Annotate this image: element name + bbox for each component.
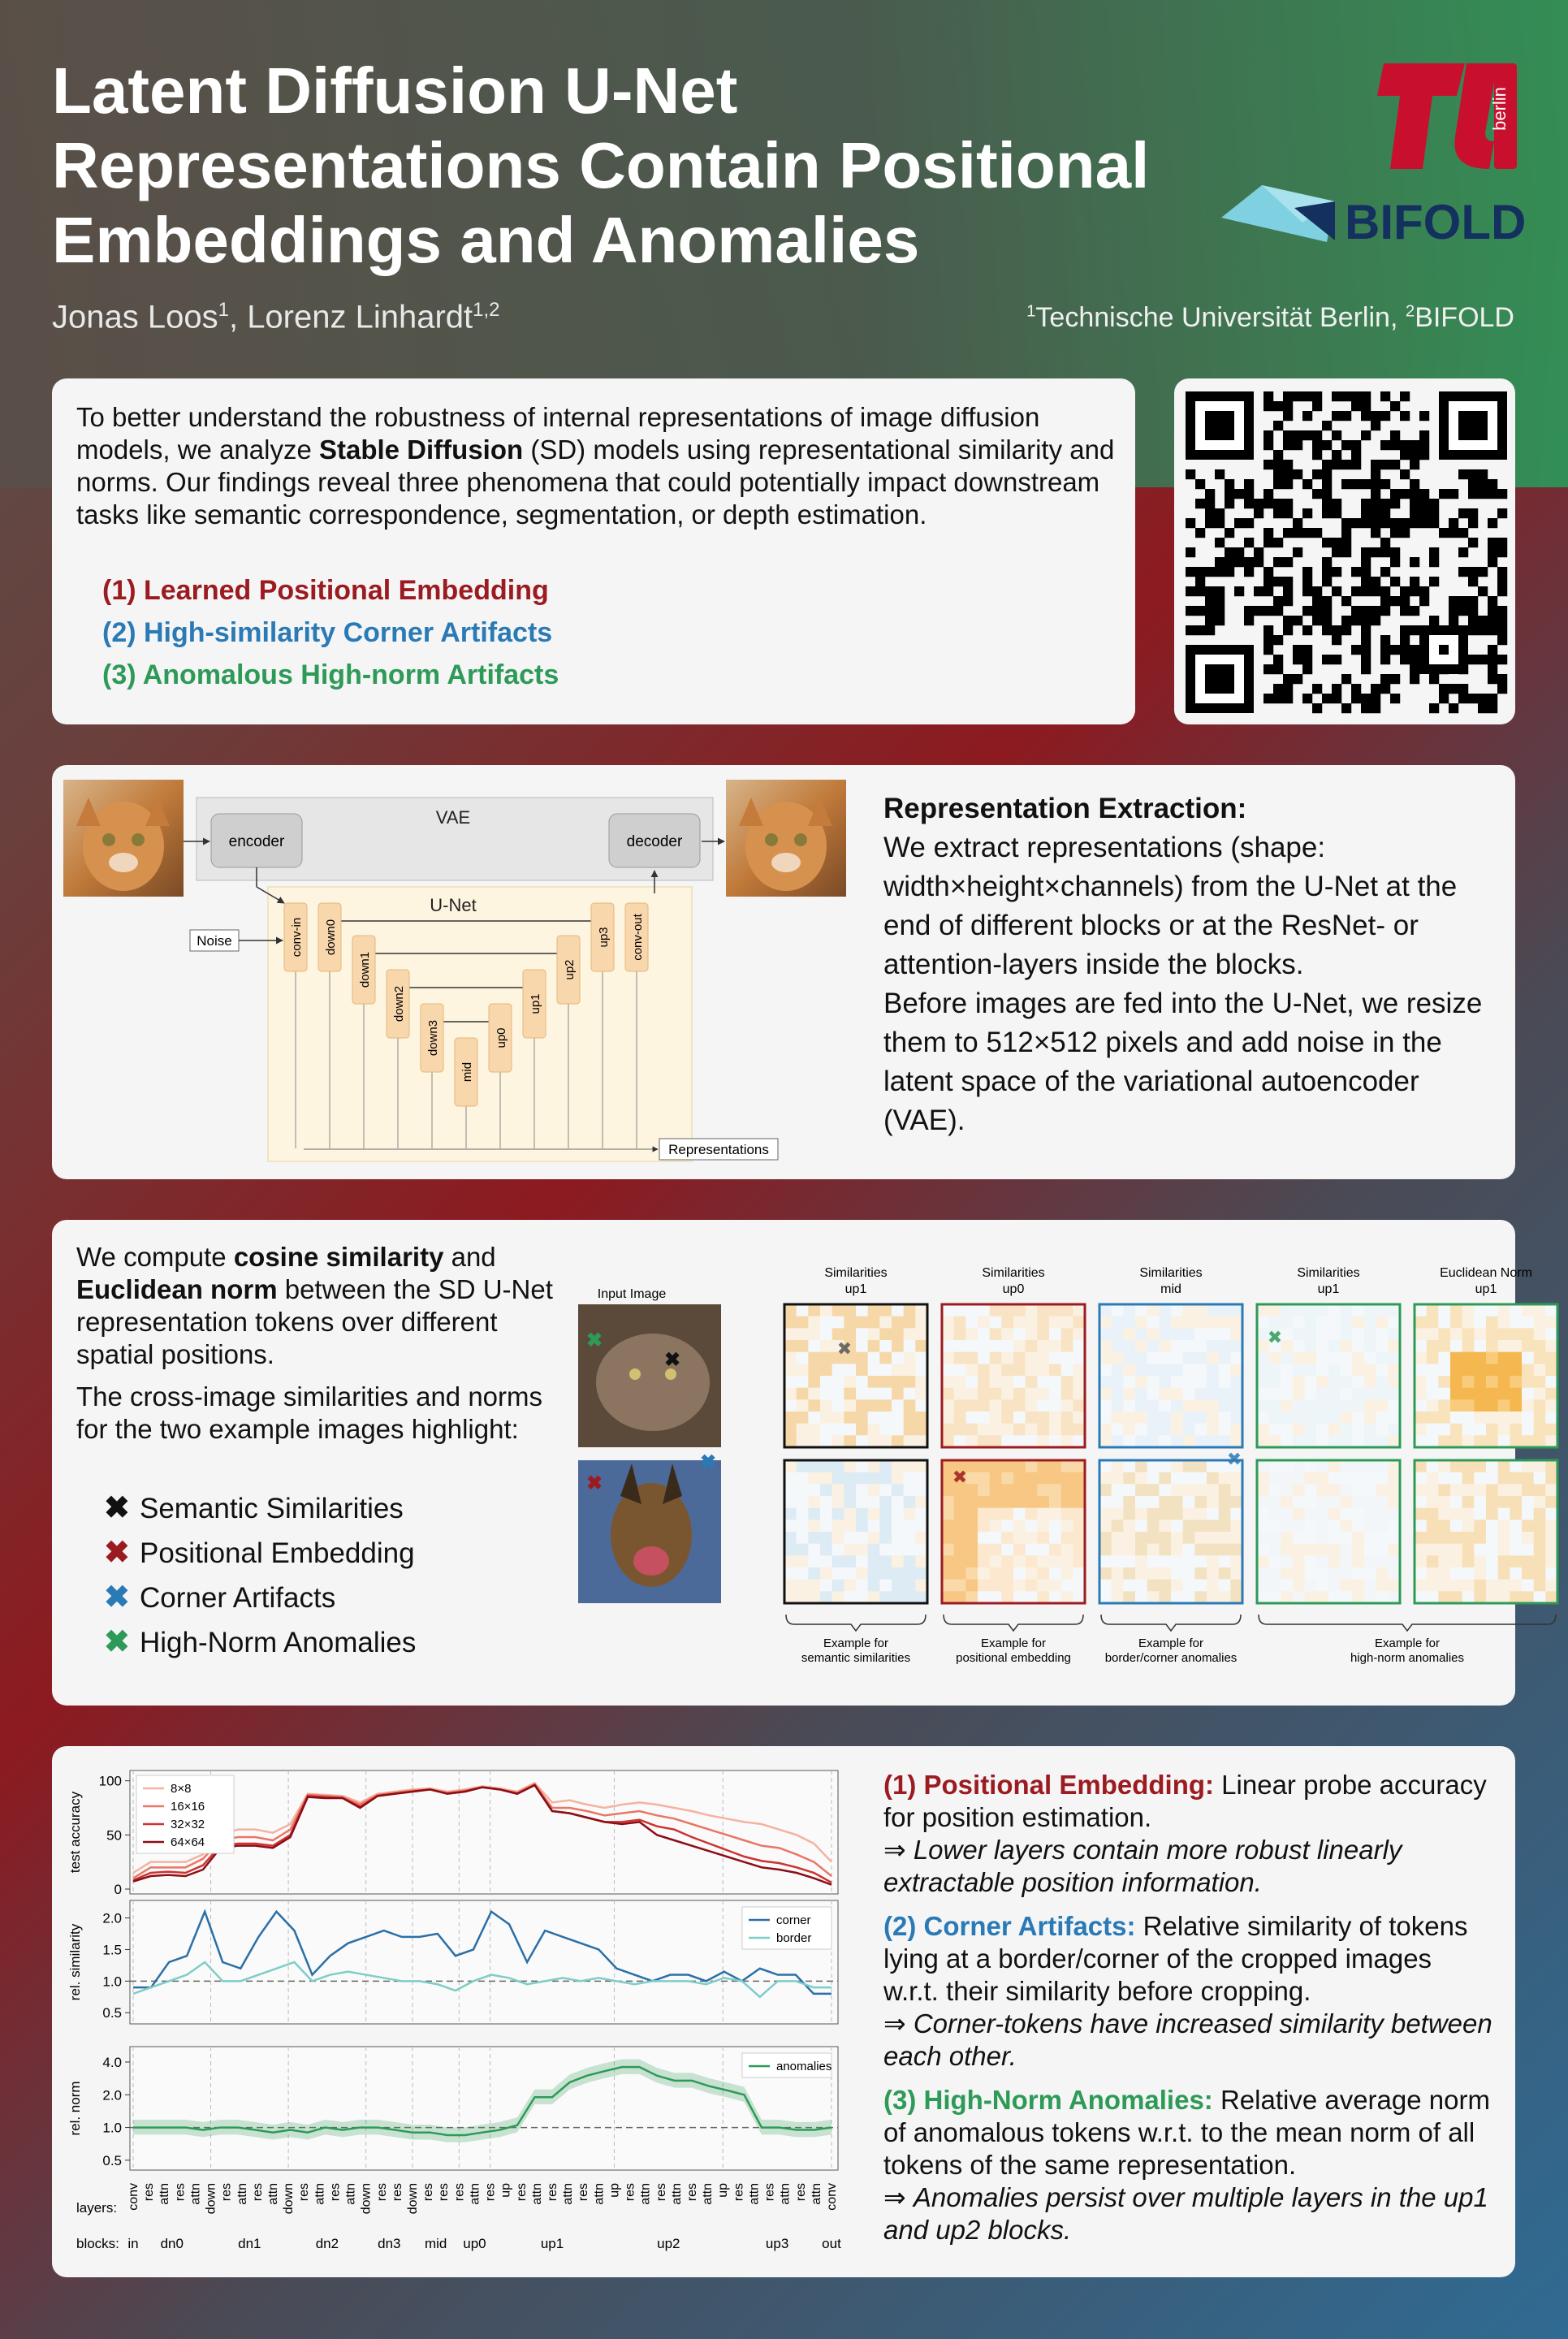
unet-block-label: up1 <box>529 993 542 1014</box>
layer-tick-label: res <box>374 2183 389 2202</box>
column-subheader: up1 <box>844 1282 867 1296</box>
layer-tick-label: down <box>282 2183 296 2215</box>
marker-x: ✖ <box>836 1338 853 1359</box>
y-tick-label: 4.0 <box>102 2054 122 2070</box>
layer-tick-label: attn <box>468 2183 482 2205</box>
heatmap-cell <box>1257 1460 1401 1604</box>
example-bracket <box>1259 1615 1556 1631</box>
layer-tick-label: attn <box>778 2183 793 2205</box>
layer-tick-label: res <box>732 2183 746 2202</box>
representation-extraction-text: Representation Extraction: We extract representations (shape: width×height×channels) from the U-Net at the end of different blocks or at the ResNet- or attention-layers inside the blocks. Before images are fed into the U-Net, we resize them to 512×512 pixels and add noise in the latent space of the variational autoencoder (VAE). <box>883 793 1483 1136</box>
title-line-1: Latent Diffusion U-Net <box>52 54 738 127</box>
unet-block-label: down3 <box>426 1019 440 1057</box>
block-tick-label: up2 <box>657 2236 680 2251</box>
y-tick-label: 0.5 <box>102 2152 122 2168</box>
finding-1: (1) Learned Positional Embedding <box>102 575 549 606</box>
column-subheader: up0 <box>1002 1282 1025 1296</box>
results-charts <box>52 1751 864 2271</box>
layer-tick-label: attn <box>701 2183 715 2205</box>
title-line-2: Representations Contain Positional <box>52 129 1150 201</box>
example-label: Example for <box>980 1636 1047 1650</box>
layer-tick-label: attn <box>158 2183 172 2205</box>
column-subheader: mid <box>1160 1282 1181 1296</box>
finding-2: (2) High-similarity Corner Artifacts <box>102 617 553 648</box>
noise-label: Noise <box>197 933 232 949</box>
results-panel <box>52 1746 1515 2277</box>
heatmap-cell <box>1257 1304 1401 1448</box>
layer-tick-label: attn <box>638 2183 653 2205</box>
marker-x: ✖ <box>585 1329 603 1351</box>
block-tick-label: dn1 <box>238 2236 261 2251</box>
legend-label: anomalies <box>776 2060 832 2073</box>
layer-tick-label: up <box>716 2183 731 2198</box>
result-1: (1) Positional Embedding: Linear probe accuracy for position estimation. ⇒ Lower layers contain more robust linearly extractable position information. <box>883 1770 1487 1897</box>
marker-x: ✖ <box>699 1451 717 1473</box>
y-tick-label: 0 <box>114 1882 122 1897</box>
results-text <box>883 1769 1492 2258</box>
layer-tick-label: res <box>762 2183 777 2202</box>
result-3: (3) High-Norm Anomalies: Relative average norm of anomalous tokens w.r.t. to the mean norm of all tokens of the same representation. ⇒ Anomalies persist over multiple layers in the up1 and up2 blocks. <box>883 2085 1490 2245</box>
y-tick-label: 2.0 <box>102 1910 122 1926</box>
legend-label: border <box>776 1931 812 1945</box>
tu-berlin-logo <box>1376 63 1518 169</box>
qr-code[interactable] <box>1186 388 1507 716</box>
layer-tick-label: attn <box>747 2183 762 2205</box>
layer-tick-label: down <box>204 2183 218 2215</box>
encoder-label: encoder <box>228 833 285 850</box>
example-label: semantic similarities <box>801 1651 911 1665</box>
layer-tick-label: res <box>328 2183 343 2202</box>
result-2: (2) Corner Artifacts: Relative similarity of tokens lying at a border/corner of the cropped images w.r.t. their similarity before cropping. ⇒ Corner-tokens have increased similarity between each other. <box>883 1911 1492 2071</box>
similarity-legend <box>104 1486 416 1665</box>
similarity-text: We compute cosine similarity and Euclidean norm between the SD U-Net representation tokens over different spatial positions. The cross-image similarities and norms for the two example images highlight: <box>76 1242 553 1444</box>
layer-tick-label: res <box>483 2183 498 2202</box>
block-tick-label: in <box>127 2236 139 2251</box>
block-tick-label: dn2 <box>315 2236 339 2251</box>
marker-x: ✖ <box>1267 1327 1283 1347</box>
layer-tick-label: res <box>219 2183 234 2202</box>
marker-x: ✖ <box>952 1467 968 1487</box>
heatmap-cell <box>942 1304 1086 1448</box>
layer-tick-label: res <box>577 2183 591 2202</box>
layer-tick-label: res <box>250 2183 265 2202</box>
layer-tick-label: attn <box>343 2183 358 2205</box>
example-label: border/corner anomalies <box>1104 1651 1238 1665</box>
y-axis-label: test accuracy <box>67 1791 83 1874</box>
layer-tick-label: up <box>607 2183 622 2198</box>
block-tick-label: up1 <box>540 2236 564 2251</box>
block-tick-label: dn0 <box>160 2236 184 2251</box>
legend-semantic: ✖ Semantic Similarities <box>104 1491 404 1525</box>
layer-tick-label: res <box>173 2183 188 2202</box>
column-header: Similarities <box>1139 1266 1203 1280</box>
bifold-logo <box>1221 185 1527 249</box>
marker-x: ✖ <box>1226 1449 1242 1469</box>
y-tick-label: 50 <box>106 1827 122 1844</box>
unet-block-label: down1 <box>358 951 372 988</box>
layer-tick-label: attn <box>235 2183 249 2205</box>
column-header: Similarities <box>824 1266 888 1280</box>
layer-tick-label: res <box>142 2183 157 2202</box>
column-header: Similarities <box>1297 1266 1360 1280</box>
svg-text:berlin: berlin <box>1489 87 1510 131</box>
title-line-3: Embeddings and Anomalies <box>52 204 920 276</box>
layer-tick-label: conv <box>127 2183 140 2211</box>
layer-tick-label: res <box>437 2183 451 2202</box>
legend-corner: ✖ Corner Artifacts <box>104 1580 336 1615</box>
finding-3: (3) Anomalous High-norm Artifacts <box>102 659 559 690</box>
layer-tick-label: res <box>390 2183 404 2202</box>
architecture-diagram <box>52 765 872 1179</box>
decoder-label: decoder <box>626 833 683 850</box>
svg-text:BIFOLD: BIFOLD <box>1345 195 1527 249</box>
qr-panel[interactable] <box>1174 378 1515 724</box>
y-tick-label: 1.0 <box>102 1974 122 1990</box>
example-label: Example for <box>823 1636 889 1650</box>
example-bracket <box>786 1615 926 1631</box>
column-header: Similarities <box>982 1266 1045 1280</box>
layers-label: layers: <box>76 2200 118 2216</box>
marker-x: ✖ <box>663 1349 681 1371</box>
layer-tick-label: attn <box>529 2183 544 2205</box>
layer-tick-label: res <box>514 2183 529 2202</box>
input-cat-image <box>63 780 184 897</box>
column-header: Input Image <box>597 1287 667 1301</box>
similarity-panel <box>52 1220 1532 1706</box>
y-tick-label: 100 <box>98 1773 122 1789</box>
legend-label: 32×32 <box>171 1818 205 1831</box>
authors: Jonas Loos$^1$, Lorenz Linhardt$^{1,2}$ <box>52 299 500 335</box>
block-tick-label: up0 <box>463 2236 486 2251</box>
heatmap-cell <box>784 1460 928 1604</box>
column-header: Euclidean Norm <box>1440 1266 1532 1280</box>
heatmap-cell <box>1099 1304 1243 1448</box>
abstract-text: To better understand the robustness of internal representations of image diffusion models, we analyze Stable Diffusion (SD) models using representational similarity and norms. Our findings reveal three phenomena that could potentially impact downstream tasks like semantic correspondence, segmentation, or depth estimation. <box>76 402 1115 530</box>
layer-tick-label: attn <box>188 2183 203 2205</box>
layer-tick-label: attn <box>592 2183 607 2205</box>
layer-tick-label: attn <box>561 2183 576 2205</box>
blocks-label: blocks: <box>76 2236 119 2251</box>
example-bracket <box>1101 1615 1241 1631</box>
layer-tick-label: res <box>793 2183 808 2202</box>
example-bracket <box>944 1615 1083 1631</box>
example-label: positional embedding <box>956 1651 1071 1665</box>
unet-label: U-Net <box>430 895 477 915</box>
example-label: high-norm anomalies <box>1350 1651 1465 1665</box>
unet-block-label: down0 <box>324 919 338 956</box>
unet-block-label: conv-out <box>631 914 645 961</box>
layer-tick-label: res <box>623 2183 637 2202</box>
layer-tick-label: attn <box>809 2183 823 2205</box>
unet-block-label: down2 <box>392 985 406 1023</box>
y-tick-label: 2.0 <box>102 2087 122 2103</box>
heatmap-cell <box>1415 1304 1558 1448</box>
y-tick-label: 1.5 <box>102 1942 122 1958</box>
legend-highnorm: ✖ High-Norm Anomalies <box>104 1625 417 1659</box>
y-tick-label: 0.5 <box>102 2005 122 2021</box>
y-axis-label: rel. similarity <box>67 1923 83 2001</box>
block-tick-label: dn3 <box>378 2236 401 2251</box>
block-tick-label: out <box>822 2236 841 2251</box>
affiliations: $^1$Technische Universität Berlin, $^2$BIFOLD <box>1026 302 1514 333</box>
legend-label: 8×8 <box>171 1782 192 1796</box>
representations-label: Representations <box>668 1142 769 1157</box>
layer-tick-label: up <box>499 2183 513 2198</box>
layer-tick-label: attn <box>266 2183 280 2205</box>
heatmap-cell <box>1099 1460 1243 1604</box>
chart-frame <box>130 1900 838 2024</box>
representation-extraction-heading: Representation Extraction: <box>883 793 1247 824</box>
column-subheader: up1 <box>1475 1282 1497 1296</box>
layer-tick-label: res <box>421 2183 436 2202</box>
unet-block-label: up2 <box>563 959 577 980</box>
layer-tick-label: attn <box>669 2183 684 2205</box>
example-label: Example for <box>1138 1636 1204 1650</box>
legend-label: corner <box>776 1913 811 1927</box>
block-tick-label: up3 <box>765 2236 789 2251</box>
layer-tick-label: res <box>685 2183 699 2202</box>
heatmap-cell <box>1415 1460 1558 1604</box>
similarity-figure <box>572 1220 1532 1691</box>
legend-positional: ✖ Positional Embedding <box>104 1536 415 1570</box>
layer-tick-label: conv <box>825 2183 839 2211</box>
unet-block-label: conv-in <box>290 917 304 958</box>
output-cat-image <box>726 780 846 897</box>
vae-label: VAE <box>435 807 471 828</box>
y-axis-label: rel. norm <box>67 2081 83 2136</box>
layer-tick-label: down <box>406 2183 420 2215</box>
legend-label: 64×64 <box>171 1835 205 1849</box>
column-subheader: up1 <box>1317 1282 1340 1296</box>
poster-title <box>52 54 1221 278</box>
legend-label: 16×16 <box>171 1800 205 1814</box>
architecture-panel <box>52 765 1515 1179</box>
layer-tick-label: res <box>452 2183 467 2202</box>
layer-tick-label: down <box>359 2183 374 2215</box>
y-tick-label: 1.0 <box>102 2120 122 2136</box>
abstract-panel <box>52 378 1135 724</box>
heatmap-cell <box>784 1304 928 1448</box>
layer-tick-label: res <box>546 2183 559 2202</box>
chart-frame <box>130 2047 838 2170</box>
block-tick-label: mid <box>424 2236 447 2251</box>
unet-block-label: up3 <box>597 927 611 948</box>
layer-tick-label: attn <box>313 2183 327 2205</box>
example-label: Example for <box>1374 1636 1441 1650</box>
layer-tick-label: res <box>654 2183 668 2202</box>
chart-frame <box>130 1770 838 1894</box>
marker-x: ✖ <box>585 1472 603 1494</box>
unet-block-label: up0 <box>495 1027 508 1048</box>
unet-block-label: mid <box>460 1061 474 1083</box>
layer-tick-label: res <box>297 2183 312 2202</box>
